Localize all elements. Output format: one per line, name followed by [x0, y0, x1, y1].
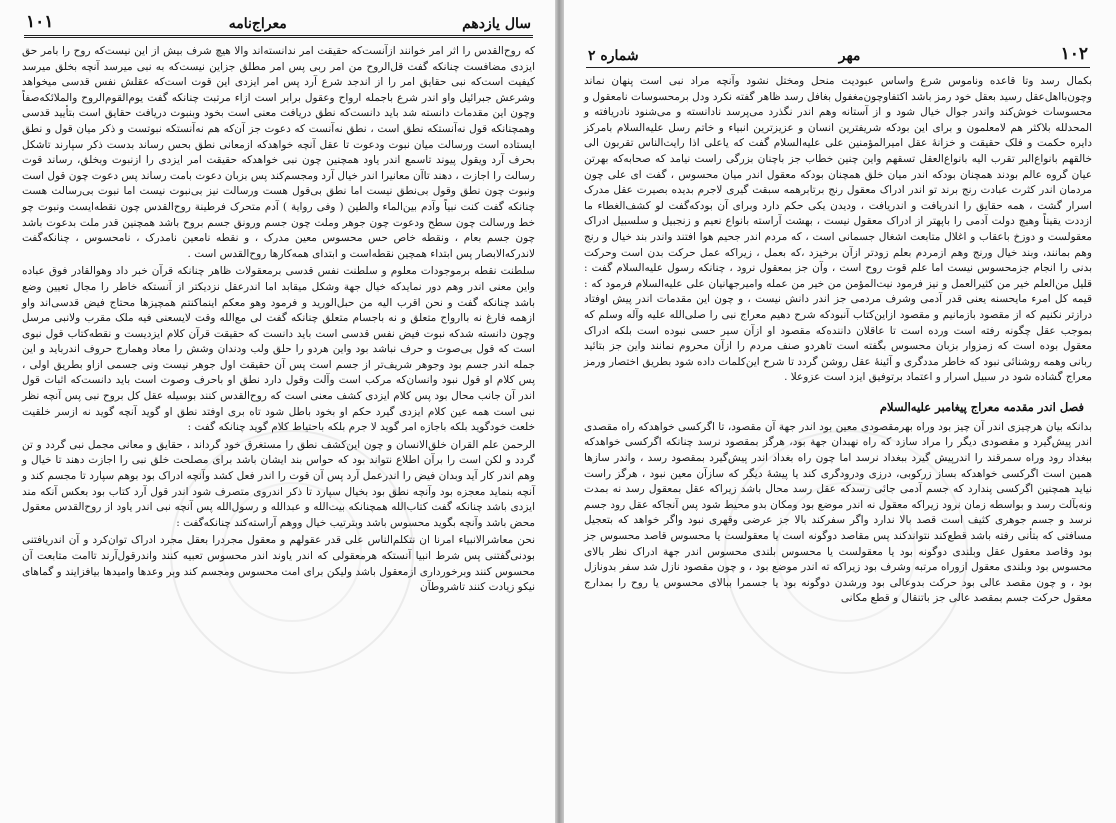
right-month: مهر [838, 48, 861, 64]
left-page-header [22, 12, 535, 35]
right-page [564, 0, 1116, 823]
left-paragraph-3: الرحمن علم القران خلق‌الانسان و چون این‌کشف نطق را مستغرق خود گرداند ، حقایق و معانی مجمل نبی گردد و تن گردد و لکن است را برآن اطلاع نتواند بود که حواس بند ایشان باشد برای مصلحت خلق نبی را اجازت دهند تا خیال و وهم اندر کار آید وبدان فیض را اندرعمل آرد پس آن قوت را اندر فعل کشد وآنچه ادراک بود بوهم سپارد تا مجسم کند و آنچه بنماید معجزه بود وآنچه نطق بود بخیال سپارد تا ذکر اندروی متصرف شود اندر قول آرد کتاب بود بعکس آنکه مند ایزدی باشد چنانکه گفت کتاب‌الله همچنانکه بیت‌الله و عبدالله و رسول‌الله پس آنچه نبی اندر یاود از روح‌القدس معقول محض باشد وآنچه بگوید محسوس باشد وبترتیب خیال ووهم آراسته‌کند چنانکه‌گفت : [22, 438, 535, 529]
left-page [0, 0, 555, 823]
right-header-rule [586, 67, 1090, 68]
right-issue: شماره ۲ [588, 48, 639, 64]
left-paragraph-2: سلطنت نقطه برموجودات معلوم و سلطنت نفس قدسی برمعقولات ظاهر چنانکه قرآن خبر داد وهوالقادر فوق عباده واین معنی اندر وهم دور نمایدکه خیال جهة وشکل میقابد اما اندرعقل نزدیکتر از آنستکه خاطر را مجال تعیین وضع باشد چنانکه گفت و نحن اقرب الیه من حبل‌الورید و فرمود وهو معکم اینماکنتم همچیزها محتاج فیض قدسی‌اند واو ازهمه فارغ نه باارواح متعلق و نه باجسام متعلق چنانکه گفت لی مع‌الله وقت لایسعنی فیه ملک مقرب ولانبی مرسل وچون دانسته شدکه نبوت فیض نفس قدسی است باید دانست که حقیقت قرآن کلام ایزدیست و نقطه‌کتاب قول نبوی است که قول بی‌صوت و حرف نباشد بود واین هردو را حلق ولب ودندان وشش را معاد وهمارج حروف اندرباید و این جمله اندر جسم بود وجوهر شریف‌تر از جسم است پس آن حقیقت اول جوهر نیست ونی جسمی ازاو بطریق اولی ، پس کلام او قول نبود وانسان‌که مرکب است وآلت وقول دارد نطق او باحرف وصوت است باید دانست‌که اثبات قول اندر آن جانب محال بود پس کلام ایزدی کشف معنی است که روح‌القدس کنند بوسیله عقل کل بروح نبی پس آنچه نظر نبی است همه عین کلام ایزدی گیرد حکم او بخود باطل شود تاه بری اوفتد نطق او گوید آنچه گوید نه ازسر خلقیت خلعت خودگوید بلکه باجازه امر گوید لا جرم بلکه باحتیاط کلام گوید چنانکه گفت : [22, 265, 535, 434]
left-section-title: سال یازدهم [462, 16, 531, 32]
book-gutter [555, 0, 564, 823]
left-running-title: معراج‌نامه [228, 16, 287, 32]
right-body [584, 74, 1092, 386]
right-section-heading: فصل اندر مقدمه معراج پیغامبر علیه‌السلام [879, 399, 1084, 414]
right-page-header [584, 44, 1092, 67]
left-paragraph-1: که روح‌القدس را اثر امر خوانند ازآنست‌که حقیقت امر ندانسته‌اند والا هیچ شرف بیش از این نیست‌که روح را بامر حق ایزدی مضافست چنانکه گفت قل‌الروح من امر ربی پس امر مطلق جزاین نیست‌که به نبی میرسد آنچه بخلق میرسد کیفیت است‌که نبی حقایق امر را از اندجد شرع آرد پس امر ایزدی این قوت است‌که عقلش نفس قدسی میخواهد وشرعش جبرائیل واو اندر شرع باجمله ارواح وعقول برابر است ازاء مرتبت چنانکه گفت یوم‌القوم‌الروح والملائکه‌صفاً وچون این مقدمات دانسته شد باید دانست‌که نطق دریافت معنی است بخود وبنبوت دریافت حقایق است بتأیید قدسی وهمچنانکه قول نه‌آنستکه نطق است ، نطق نه‌آنست که دعوت جز آن‌که هم نه‌آنستکه نبوتست و ذکر میان قول و نطق ایستاده است ورسالت میان نبوت ودعوت تا عقل آنچه خواهدکه ازمعانی نطق بحس رساند بدست ذکر سپارند تاشکل بحرف آرد ویقول پیوند تاسمع اندر یاود همچنین چون نبی خواهدکه حقیقت امر ایزدی را ازنبوت وبخلق، رساند قوت رسالت را اجازت ، دهند تاآن معانیرا اندر خیال آرد ومجسم‌کند پس بزبان دعوت بامت رساند پس دعوت چون قول است ونبوت چون نطق وقول بی‌نطق نیست اما نطق بی‌قول هست ورسالت نیز بی‌نبوت نیست اما نبوت بی‌رسالت هست چنانکه گفت کنت نبیاً وآدم بین‌الماء والطین ( وفی روایة ) آدم متحرک فرطینة روح‌القدس چون نقطه‌ایست ونبوت چو خط ورسالت چون سطح ودعوت چون جوهر وملت چون جسم ورونق جسم بروح باشد همچنین قدر ملت بدعوت باشد چون جسم بعام ، ونقطه خاص حس محسوس معین مدرک ، و نقطه نامعین نامدرک ، نامحسوس ، چنانکه‌گفت لاندرکه‌الابصار پس ابتداء همچین نقطه‌است و ابتدای همه‌کارها روح‌القدس است . [22, 45, 535, 260]
left-body [22, 44, 535, 596]
left-paragraph-4: نحن معاشرالانبیاء امرنا ان نتکلم‌الناس علی قدر عقولهم و معقول مجردرا بعقل مجرد ادراک توان‌کرد و آن اندریافتنی بودنی‌گفتنی پس شرط انبیا آنستکه هرمعقولی که اندر یاوند اندر محسوس تعبیه کنند واندرقول‌آرند تاامت متابعت آن محسوس کنند وبرخورداری ازمعقول باشد ولیکن برای امت محسوس ومجسم کند وبر وعدها وامیدها بیافزایند و گماهای نیکو زیادت کنند تاشروطآن [22, 534, 535, 594]
right-body-2 [584, 420, 1092, 607]
left-page-number: ۱۰۱ [26, 12, 54, 32]
right-paragraph-2: بدانکه بیان هرچیزی اندر آن چیز بود وراه بهرمقصودی معین بود اندر جهة آن مقصود، تا اگرکسی خواهدکه راه مقصدی اندر پیش‌گیرد و مقصودی دیگر را مراد سازد که راه نهبدان جهة بود، هرگز بمقصود نرسد چنانکه اگرکسی خواهدکه ببغداد رود وراه سمرقند را اندرپیش گیرد ببغداد نرسد اما چون راه بغداد اندر پیش‌گیرد بمقصود رسد ، واندر سازها همین است اگرکسی خواهدکه بساز زرکوبی، درزی ودرودگری کند یا پیشهٔ دیگر که سازآن معین نبود ، هرگز راست نیاید همچنین اگرکسی پندارد که جسم آدمی جائی رسدکه عقل رسد محال باشد زیراکه عقل بمعقول رسد نه بمدت ونه‌بآلت رسد و بواسطه زمان نرود زیراکه معقول نه اندر موضع بود ومکان بدو محیط شود پس آنجاکه عقل رود جسم نرسد و جسم جوهری کثیف است قصد بالا ندارد واگر سفرکند بالا جز عرضی وقهری نبود واگر خواهد که بتعجیل مسافتی که بتأنی رفته باشد قطع‌کند نتواندکند پس مقاصد دوگونه است یا معقولست یا محسوس قاصد محسوس جز بود وقاصد معقول عقل وبلندی دوگونه بود یا معقولست یا محسوس بلندی محسوس اندر جهة ادراک نظر بالای محسوس بود وبلندی معقول ازوراه مرتبه وشرف بود زیراکه ته اندر موضع بود ، و چون مقصود نازل شد سفر بدونازل بود ، و چون مقصد عالی بود حرکت بدوعالی بود ورشدن دوگونه بود یا جسمرا ببالای محسوس یا روح را بمدارج معقول حرکت جسم بمقصد عالی جز باتنقال و قطع مکانی [584, 420, 1092, 605]
left-header-rule [24, 35, 533, 38]
right-paragraph-1: بکمال رسد وتا قاعده وناموس شرع واساس عبودیت منحل ومختل نشود وآنچه مراد نبی است پنهان نماند وچون‌بااهل‌عقل رسید بعقل خود رمز باشد اکتفاوچون‌مغفول بغافل رسد ظاهر گفته نکرد ودل برمحسوسات نامعقول و محسوسات خوش‌کند واندر جوال خیال شود و از آستانه وهم اندر نگذرد می‌پرسد نادانسته و می‌شنود نادریافته و المحدلله بلاکثر هم لامعلمون و برای این بودکه شریفترین انسان و عزیزترین انبیاء و خاتم رسل علیه‌السلام بامرکز دایره حکمت و فلک حقیقت و خزانهٔ عقل امیرالمؤمنین علی علیه‌السلام گفت که یاعلی اذا رایت‌الناس تقربون الی خالقهم بانواع‌البر تقرب الیه بانواع‌العقل تسقهم واین چنین خطاب جز باچنان بزرگی راست نیامد که صحابه‌که بهرتن عیان گروه عالم بودند همچنان بودکه اندر میان خلق همچنان بودکه معقول اندر میان محسوس ، گفت ای علی چون مردمان اندر کثرت عبادت رنج برند تو اندر ادراک معقول رنج برتابرهمه سبقت گیری لاجرم بدیده بصیرت عقل مدرک اسرار گشت ، همه حقایق را اندریافت و اندریافت ، ودیدن یکی حکم دارد وبرای آن بودکه‌گفت لو کشف‌الغطاء ما ازددت یقیناً وهیچ دولت آدمی را باپهتر از ادراک معقول نیست ، بهشت آراسته بانواع نعیم و زنجبیل و سلسبیل ادراک معقولست و دوزخ باعقاب و اغلال متابعت اشغال جسمانی است ، که مردم اندر جحیم هوا افتند واندر بند خیال و رنج وهم بمانند، وبند خیال ورنج وهم ازمردم بعلم زودتر ازآن برخیزد ،که بعمل ، زیراکه عمل حرکت بدن است وحرکت بدنی را انجام جزمحسوس نیست اما علم قوت روح است ، وآن جز بمعقول نرود ، چنانکه رسول علیه‌السلام گفت : قلیل من‌العلم خیر من کثیرالعمل و نیز فرمود نیت‌المؤمن من خیر من عمله وامیرجهانیان علی علیه‌السلام فرمود که : قیمه کل امرء مایحسنه یعنی قدر آدمی وشرف مردمی جز اندر دانش نیست ، و چون این مقدمات اندر پیش اوفتاد درازتر نکنیم که از مقصود بازمانیم و مقصود ازاین‌کتاب آنبودکه شرح دهیم معراج نبی را صلی‌الله علیه وآله وسلم که بموجب عقل چگونه رفته است ورده است تا عاقلان داننده‌که مقصود او ازآن سیر حسی نبوده است بلکه ادراک معقول بوده است که زمزوار بزبان محسوس بگفته است تاهردو صنف مردم را ازآن محروم نمانند واین جز بتائید ربانی وهمه روشنائی نبود که خاطر مددگری و آئینهٔ عقل روشن گردد تا شرح این‌کلمات داده شود بطریق اختصار ورمز معراج گشاده شود در سبیل اسرار و اعتماد برتوفیق ایزد است عزوعلا . [584, 75, 1092, 384]
right-page-number: ۱۰۲ [1060, 44, 1088, 64]
